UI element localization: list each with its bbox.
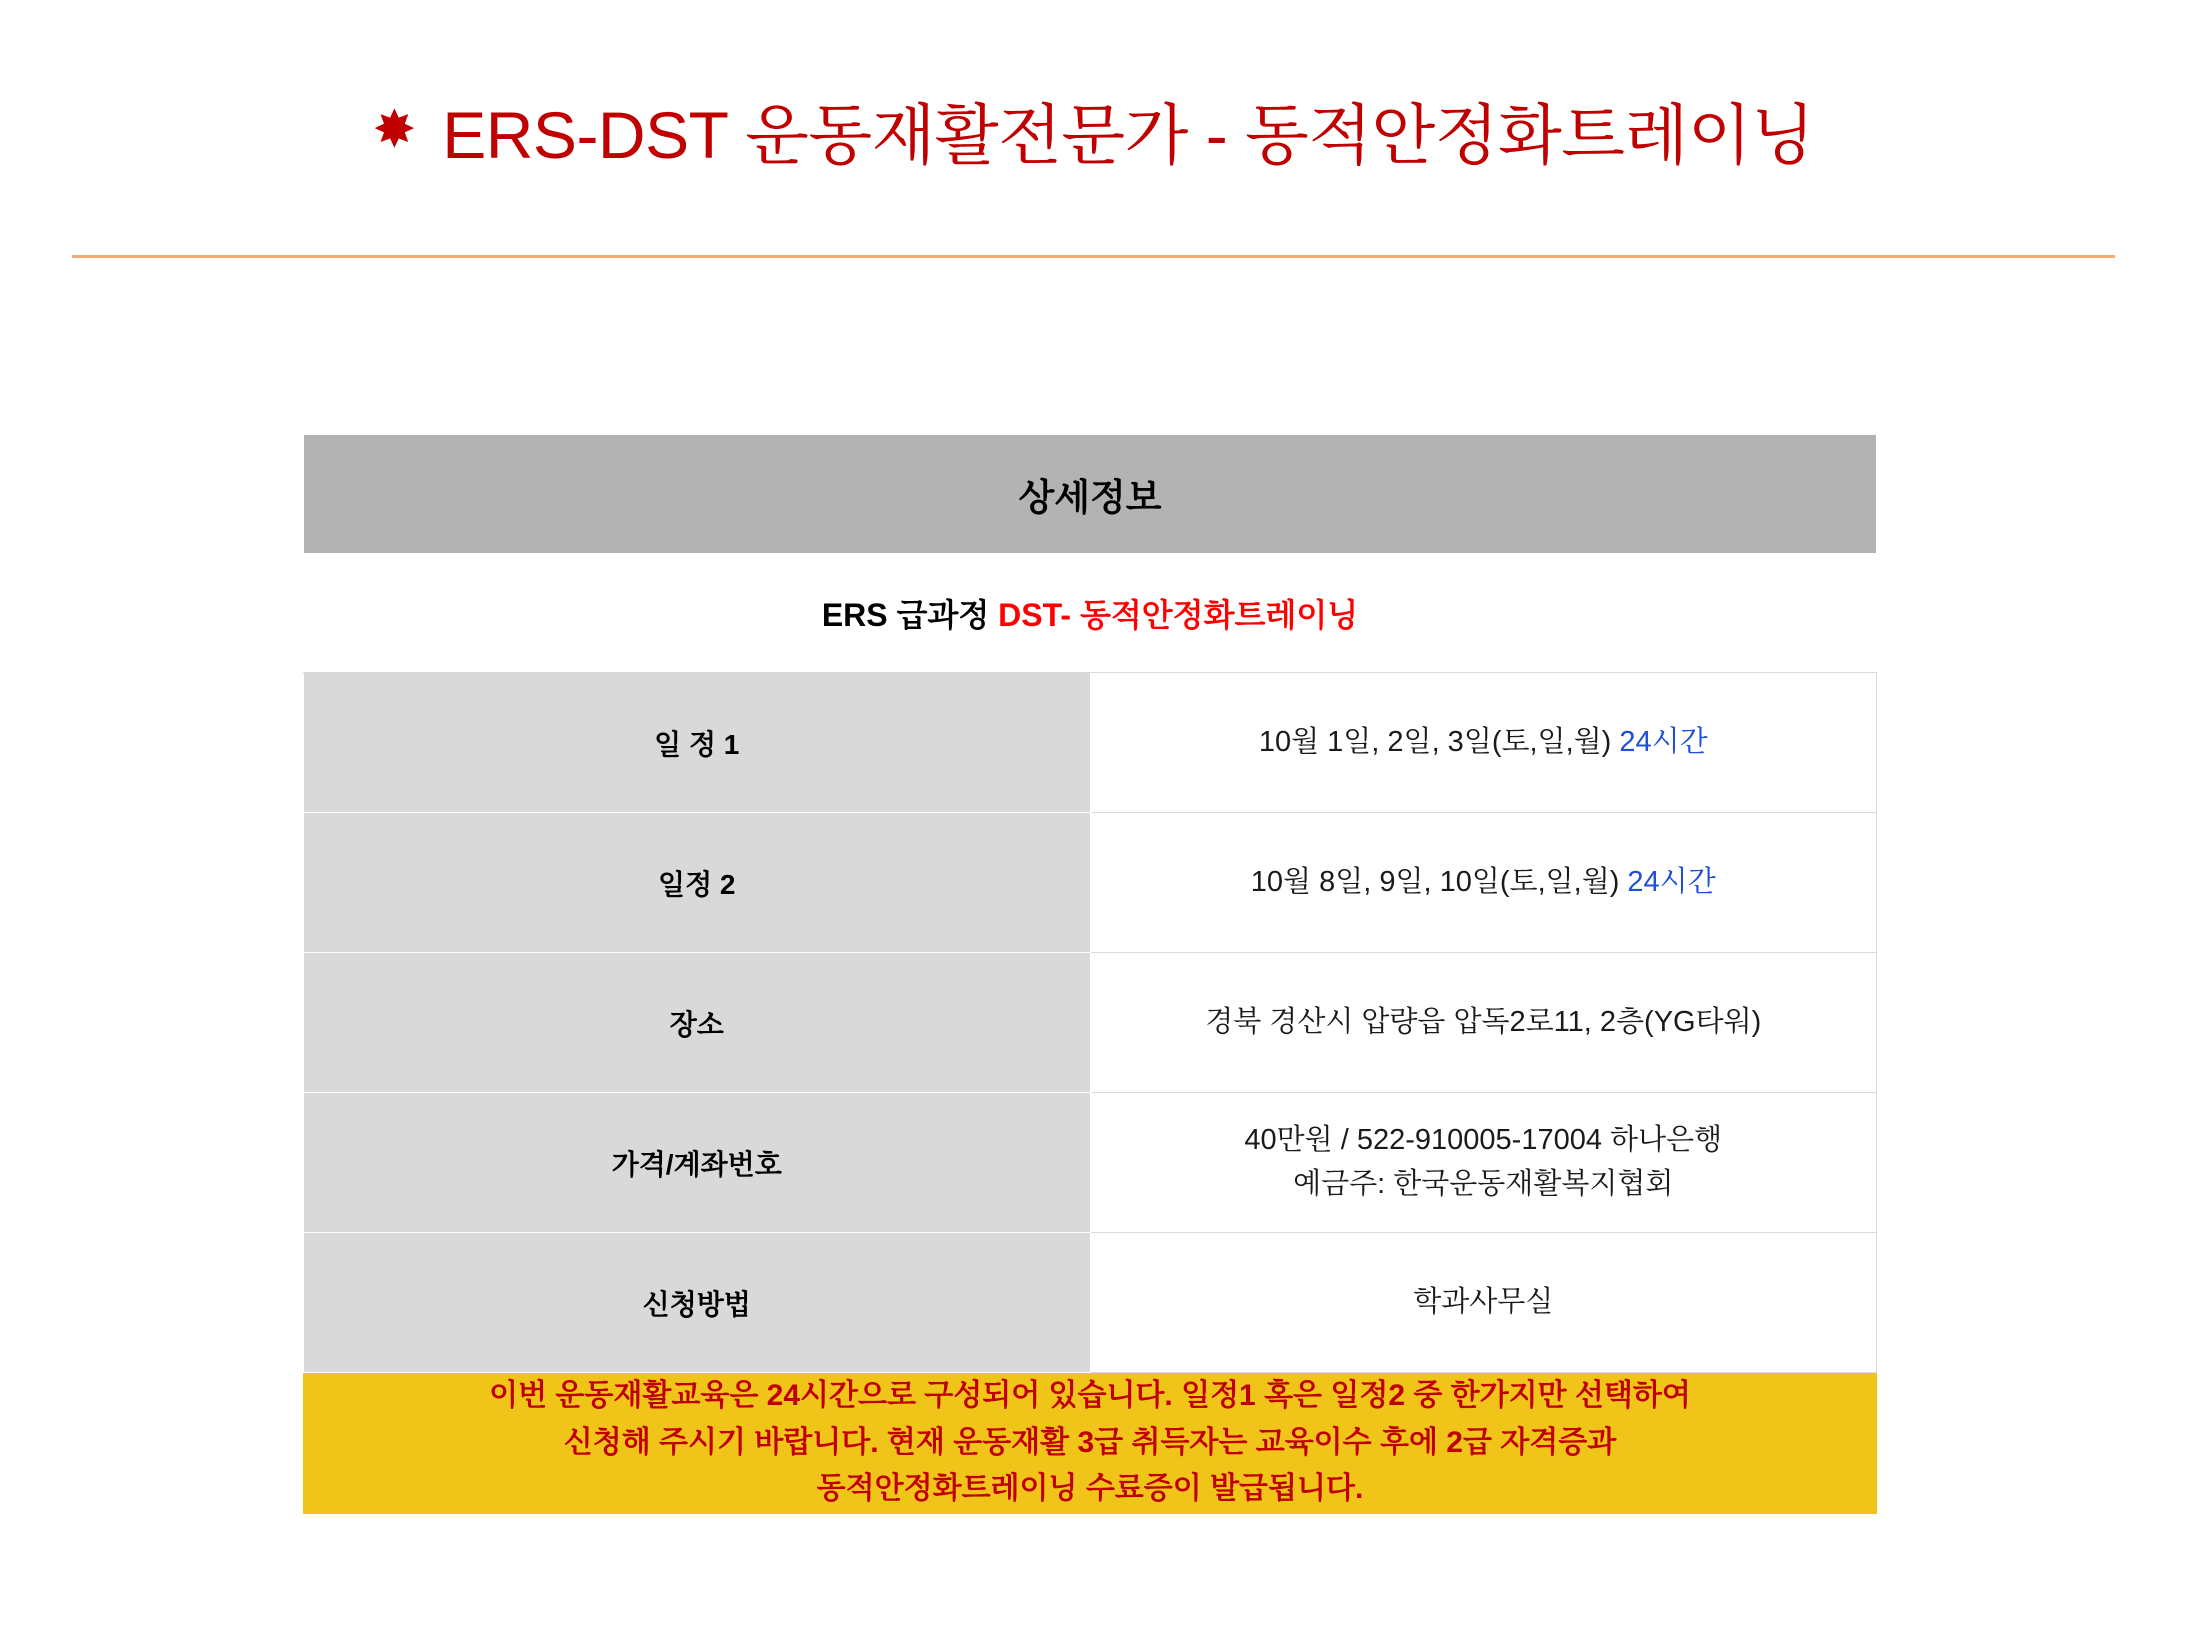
table-header-cell: 상세정보: [304, 435, 1877, 554]
row-value-location: [1090, 953, 1877, 1093]
notice-line-1: 이번 운동재활교육은 24시간으로 구성되어 있습니다. 일정1 혹은 일정2 중 한가지만 선택하여: [489, 1379, 1691, 1412]
row-label-location: 장소: [304, 953, 1091, 1093]
value-main: 경북 경산시 압량읍 압독2로11, 2층(YG타워): [1205, 1005, 1762, 1038]
value-second: 예금주: 한국운동재활복지협회: [1293, 1167, 1674, 1200]
table-row: [304, 813, 1877, 953]
table-row: [304, 673, 1877, 813]
detail-table: [303, 434, 1877, 1514]
title-divider: [72, 255, 2115, 258]
row-label-schedule-2: 일정 2: [304, 813, 1091, 953]
row-value-price-account: [1090, 1093, 1877, 1233]
row-value-apply-method: [1090, 1233, 1877, 1373]
row-value-schedule-2: [1090, 813, 1877, 953]
value-main: 10월 8일, 9일, 10일(토,일,월): [1250, 865, 1628, 898]
value-accent: 24시간: [1619, 725, 1708, 758]
row-label-apply-method: 신청방법: [304, 1233, 1091, 1373]
table-subheader-cell: [304, 554, 1877, 673]
row-label-schedule-1: 일 정 1: [304, 673, 1091, 813]
table-subheader-row: [304, 554, 1877, 673]
value-main: 10월 1일, 2일, 3일(토,일,월): [1258, 725, 1620, 758]
notice-line-3: 동적안정화트레이닝 수료증이 발급됩니다.: [816, 1472, 1364, 1505]
page-title: [0, 82, 2187, 177]
subheader-highlight: DST- 동적안정화트레이닝: [998, 597, 1359, 633]
page-title-text: ERS-DST 운동재활전문가 - 동적안정화트레이닝: [442, 98, 1815, 172]
flower-bullet-icon: ✸: [372, 99, 417, 160]
table-row: [304, 953, 1877, 1093]
notice-row: [304, 1373, 1877, 1514]
notice-line-2: 신청해 주시기 바랍니다. 현재 운동재활 3급 취득자는 교육이수 후에 2급 자격증과: [563, 1425, 1617, 1459]
value-main: 40만원 / 522-910005-17004 하나은행: [1244, 1124, 1723, 1156]
detail-table-container: [303, 434, 1877, 1514]
table-header-row: [304, 435, 1877, 554]
table-row: [304, 1233, 1877, 1373]
row-value-schedule-1: [1090, 673, 1877, 813]
row-label-price-account: 가격/계좌번호: [304, 1093, 1091, 1233]
value-accent: 24시간: [1627, 865, 1716, 898]
value-main: 학과사무실: [1413, 1285, 1554, 1318]
notice-cell: [304, 1373, 1877, 1514]
subheader-prefix: ERS 급과정: [821, 597, 999, 633]
table-row: [304, 1093, 1877, 1233]
